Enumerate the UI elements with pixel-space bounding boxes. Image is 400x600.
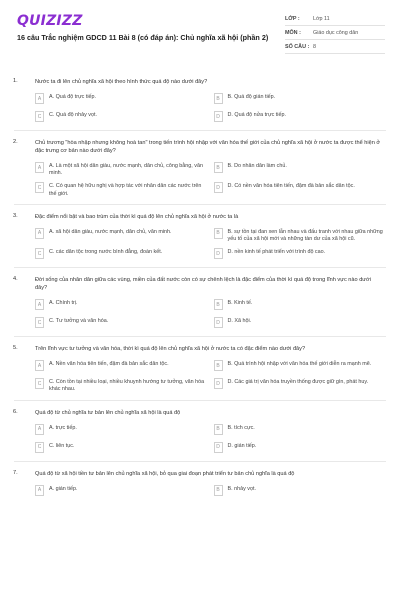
- option-text: B. Do nhân dân làm chủ.: [227, 163, 287, 169]
- option-letter-box: D: [214, 378, 223, 389]
- answer-option[interactable]: [214, 161, 387, 177]
- option-text: B. nhảy vọt.: [227, 485, 256, 492]
- answer-option[interactable]: [214, 181, 387, 197]
- question-text: Đời sống của nhân dân giữa các vùng, miền của đất nước còn có sự chênh lệch là đặc điểm của thời kì quá độ trong lĩnh vực nào dưới đây?: [35, 277, 371, 292]
- answer-option[interactable]: [214, 484, 387, 498]
- meta-row-subject: [285, 26, 385, 40]
- option-letter-box: B: [214, 93, 223, 104]
- option-letter-box: B: [214, 360, 223, 371]
- answer-option[interactable]: [35, 484, 208, 498]
- option-text: D. Có nền văn hóa tiên tiến, đậm đà bản sắc dân tộc.: [227, 183, 355, 190]
- option-letter-box: D: [214, 182, 223, 193]
- divider: [14, 267, 386, 268]
- meta-row-class: [285, 12, 385, 26]
- option-letter-box: C: [35, 317, 44, 328]
- option-text: B. Quá trình hội nhập với văn hóa thế giới diễn ra mạnh mẽ.: [227, 361, 372, 368]
- divider: [14, 130, 386, 131]
- option-text: D. Các giá trị văn hóa truyền thống được giữ gìn, phát huy.: [227, 379, 369, 386]
- meta-key: SỐ CÂU :: [285, 43, 310, 50]
- option-text: A. Nền văn hóa tiên tiến, đậm đà bản sắc dân tộc.: [49, 361, 169, 368]
- answer-option[interactable]: [35, 161, 208, 177]
- answer-option[interactable]: [35, 181, 208, 197]
- divider: [14, 204, 386, 205]
- page-header: [0, 0, 400, 64]
- option-text: D. gián tiếp.: [227, 442, 257, 449]
- question-text: Nước ta đi lên chủ nghĩa xã hội theo hình thức quá độ nào dưới đây?: [35, 79, 208, 85]
- option-text: A. Quá độ trực tiếp.: [49, 94, 97, 100]
- meta-value: Lớp 11: [313, 15, 330, 22]
- option-letter-box: C: [35, 378, 44, 389]
- option-letter-box: B: [214, 424, 223, 435]
- answer-options: [35, 161, 386, 198]
- question-text: Trên lĩnh vực tư tưởng và văn hóa, thời kì quá độ lên chủ nghĩa xã hội ở nước ta có đặc điểm nào dưới đây?: [35, 346, 306, 353]
- question-number: 5.: [13, 345, 18, 352]
- option-text: C. các dân tộc trong nước bình đẳng, đoàn kết.: [49, 249, 163, 256]
- page-title: 16 câu Trắc nghiệm GDCD 11 Bài 8 (có đáp án): Chủ nghĩa xã hội (phần 2): [17, 33, 269, 42]
- answer-options: [35, 298, 386, 330]
- option-letter-box: D: [214, 442, 223, 453]
- answer-option[interactable]: [214, 298, 387, 312]
- answer-option[interactable]: [35, 247, 208, 261]
- option-text: A. gián tiếp.: [49, 485, 78, 492]
- option-text: B. tích cực.: [227, 424, 255, 431]
- divider: [14, 461, 386, 462]
- answer-options: [35, 92, 386, 124]
- option-letter-box: C: [35, 442, 44, 453]
- option-letter-box: A: [35, 162, 44, 173]
- option-text: A. Chính trị.: [49, 300, 78, 307]
- answer-option[interactable]: [214, 247, 387, 261]
- answer-option[interactable]: [35, 316, 208, 330]
- question-item: [0, 345, 400, 400]
- option-letter-box: D: [214, 111, 223, 122]
- option-text: D. nền kinh tế phát triển với trình độ cao.: [227, 249, 326, 256]
- option-text: D. Quá độ nửa trực tiếp.: [227, 112, 286, 118]
- option-text: C. Còn tồn tại nhiều loại, nhiều khuynh hướng tư tưởng, văn hóa khác nhau.: [49, 379, 205, 393]
- answer-option[interactable]: [35, 298, 208, 312]
- answer-options: [35, 359, 386, 393]
- question-text: Quá độ từ xã hội tiền tư bản lên chủ nghĩa xã hội, bỏ qua giai đoạn phát triển tư bản chủ nghĩa là quá độ: [35, 470, 295, 477]
- answer-options: [35, 227, 386, 261]
- option-letter-box: B: [214, 228, 223, 239]
- question-item: [0, 139, 400, 205]
- question-text: Đặc điểm nổi bật và bao trùm của thời kì quá độ lên chủ nghĩa xã hội ở nước ta là: [35, 213, 239, 220]
- answer-option[interactable]: [214, 92, 387, 106]
- option-letter-box: C: [35, 111, 44, 122]
- meta-row-count: [285, 40, 385, 54]
- option-letter-box: C: [35, 248, 44, 259]
- meta-value: 8: [313, 43, 316, 50]
- question-text: Chủ trương "hòa nhập nhưng không hoà tan" trong tiến trình hội nhập với văn hóa thế giới của chủ nghĩa xã hội ở nước ta được thể hiện ở đặc trưng cơ bản nào dưới đây?: [35, 140, 381, 154]
- question-number: 7.: [13, 469, 18, 476]
- question-text: Quá độ từ chủ nghĩa tư bản lên chủ nghĩa xã hội là quá độ: [35, 409, 181, 416]
- question-item: [0, 409, 400, 462]
- answer-option[interactable]: [35, 110, 208, 124]
- option-text: C. liên tục.: [49, 442, 75, 449]
- answer-option[interactable]: [35, 227, 208, 243]
- answer-option[interactable]: [35, 359, 208, 373]
- quizizz-logo: QUIZIZZ: [17, 13, 83, 29]
- option-letter-box: A: [35, 228, 44, 239]
- answer-option[interactable]: [214, 110, 387, 124]
- option-letter-box: D: [214, 317, 223, 328]
- option-text: C. Tư tưởng và văn hóa.: [49, 318, 109, 325]
- option-letter-box: A: [35, 424, 44, 435]
- answer-option[interactable]: [35, 441, 208, 455]
- meta-value: Giáo dục công dân: [313, 29, 359, 36]
- option-letter-box: A: [35, 93, 44, 104]
- answer-option[interactable]: [214, 423, 387, 437]
- option-letter-box: A: [35, 360, 44, 371]
- answer-options: [35, 484, 386, 498]
- option-letter-box: B: [214, 485, 223, 496]
- option-letter-box: C: [35, 182, 44, 193]
- answer-option[interactable]: [214, 316, 387, 330]
- question-number: 4.: [13, 276, 18, 283]
- option-letter-box: B: [214, 162, 223, 173]
- question-list: [0, 78, 400, 498]
- option-text: B. Quá độ gián tiếp.: [227, 94, 276, 100]
- answer-option[interactable]: [214, 377, 387, 393]
- divider: [14, 336, 386, 337]
- option-text: C. Quá độ nhảy vọt.: [49, 112, 97, 118]
- answer-options: [35, 423, 386, 455]
- question-item: [0, 276, 400, 337]
- option-text: D. Xã hội.: [227, 318, 252, 325]
- option-letter-box: B: [214, 299, 223, 310]
- answer-option[interactable]: [35, 92, 208, 106]
- option-text: A. xã hội dân giàu, nước mạnh, dân chủ, văn minh.: [49, 228, 172, 235]
- option-text: A. Là một xã hội dân giàu, nước mạnh, dân chủ, công bằng, văn minh.: [49, 163, 203, 177]
- answer-option[interactable]: [214, 441, 387, 455]
- answer-option[interactable]: [214, 227, 387, 243]
- divider: [14, 400, 386, 401]
- question-number: 1.: [13, 78, 18, 84]
- question-item: [0, 213, 400, 268]
- answer-option[interactable]: [214, 359, 387, 373]
- answer-option[interactable]: [35, 423, 208, 437]
- question-number: 6.: [13, 408, 18, 415]
- option-letter-box: A: [35, 485, 44, 496]
- question-number: 3.: [13, 212, 18, 219]
- option-text: A. trực tiếp.: [49, 424, 77, 431]
- option-text: B. Kinh tế.: [227, 300, 253, 307]
- meta-key: LỚP :: [285, 15, 300, 22]
- option-letter-box: D: [214, 248, 223, 259]
- answer-option[interactable]: [35, 377, 208, 393]
- question-item: [0, 470, 400, 498]
- meta-table: [285, 12, 385, 54]
- option-text: C. Có quan hệ hữu nghị và hợp tác với nhân dân các nước trên thế giới.: [49, 183, 202, 197]
- option-text: B. sự tồn tại đan xen lẫn nhau và đấu tranh với nhau giữa những yếu tố của xã hội mới và những tàn dư của xã hội cũ.: [227, 228, 383, 243]
- option-letter-box: A: [35, 299, 44, 310]
- question-number: 2.: [13, 139, 18, 145]
- meta-key: MÔN :: [285, 29, 301, 36]
- question-item: [0, 78, 400, 131]
